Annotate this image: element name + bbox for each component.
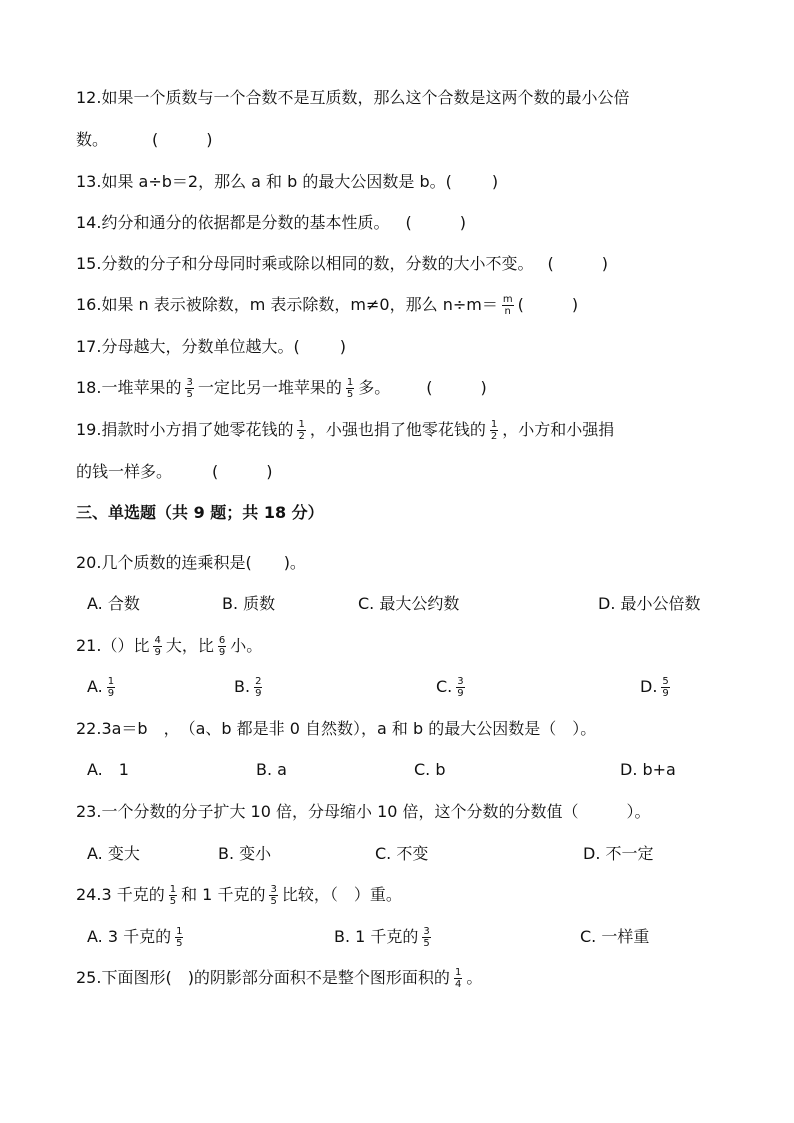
question-14: 14.约分和通分的依据都是分数的基本性质。 ( ): [76, 211, 466, 235]
fraction: $\frac{1}{5}$: [176, 926, 183, 949]
option-c[interactable]: C. b: [414, 760, 446, 779]
fraction: $\frac{5}{9}$: [662, 676, 669, 699]
question-19-line1: 19.捐款时小方捐了她零花钱的 $\frac{1}{2}$ ，小强也捐了他零花钱的 $\frac{1}{2}$ ，小方和小强捐: [76, 419, 615, 442]
fraction: $\frac{1}{5}$: [346, 377, 354, 400]
fraction: $\frac{2}{9}$: [255, 676, 262, 699]
section-title: 三、单选题（共 9 题；共 18 分）: [76, 503, 324, 522]
question-12-line1: 12.如果一个质数与一个合数不是互质数，那么这个合数是这两个数的最小公倍: [76, 88, 630, 107]
fraction: $\frac{m}{n}$: [502, 294, 513, 317]
option-d[interactable]: D. 最小公倍数: [598, 594, 701, 613]
question-18: 18.一堆苹果的 $\frac{3}{5}$ 一定比另一堆苹果的 $\frac{1}{5}$ 多。 ( ): [76, 377, 487, 400]
option-a[interactable]: A. 1: [87, 760, 129, 779]
question-17: 17.分母越大，分数单位越大。( ): [76, 337, 346, 356]
fraction: $\frac{1}{5}$: [169, 884, 177, 907]
option-b[interactable]: B. 变小: [218, 844, 272, 863]
question-23: 23.一个分数的分子扩大 10 倍，分母缩小 10 倍，这个分数的分数值（ ）。: [76, 802, 651, 821]
fraction: $\frac{3}{5}$: [270, 884, 277, 907]
option-d[interactable]: D. $\frac{5}{9}$: [640, 676, 669, 699]
option-c[interactable]: C. $\frac{3}{9}$: [436, 676, 464, 699]
question-16: 16.如果 n 表示被除数，m 表示除数，m≠0，那么 n÷m＝ $\frac{m}{n}$ ( ): [76, 294, 579, 317]
question-12-line2: 数。 ( ): [76, 128, 213, 152]
fraction: $\frac{4}{9}$: [154, 635, 161, 658]
option-a[interactable]: A. 变大: [87, 844, 140, 863]
question-19-line2: 的钱一样多。 ( ): [76, 460, 273, 484]
option-a[interactable]: A. $\frac{1}{9}$: [87, 676, 115, 699]
option-d[interactable]: D. 不一定: [583, 844, 654, 863]
fraction: $\frac{3}{5}$: [423, 926, 430, 949]
fraction: $\frac{3}{5}$: [186, 377, 193, 400]
option-a[interactable]: A. 合数: [87, 594, 140, 613]
option-c[interactable]: C. 一样重: [580, 927, 650, 946]
fraction: $\frac{1}{4}$: [454, 967, 462, 990]
question-22: 22.3a＝b ， （a、b 都是非 0 自然数），a 和 b 的最大公因数是（ ）。: [76, 719, 597, 738]
answer-blank[interactable]: ( ): [547, 254, 608, 273]
option-b[interactable]: B. a: [256, 760, 287, 779]
fraction: $\frac{6}{9}$: [218, 635, 226, 658]
option-a[interactable]: A. 3 千克的 $\frac{1}{5}$: [87, 926, 183, 949]
answer-blank[interactable]: ( ): [426, 378, 487, 397]
question-13: 13.如果 a÷b＝2，那么 a 和 b 的最大公因数是 b。( ): [76, 172, 499, 191]
fraction: $\frac{1}{2}$: [490, 419, 498, 442]
answer-blank[interactable]: ( ): [517, 295, 579, 314]
answer-blank[interactable]: ( ): [405, 213, 466, 232]
option-c[interactable]: C. 不变: [375, 844, 429, 863]
question-25: 25.下面图形( )的阴影部分面积不是整个图形面积的 $\frac{1}{4}$ 。: [76, 967, 483, 990]
question-21: 21.（）比 $\frac{4}{9}$ 大，比 $\frac{6}{9}$ 小。: [76, 635, 263, 658]
fraction: $\frac{1}{9}$: [107, 676, 115, 699]
question-20: 20.几个质数的连乘积是( )。: [76, 553, 306, 572]
fraction: $\frac{1}{2}$: [298, 419, 305, 442]
answer-blank[interactable]: ( ): [152, 130, 213, 149]
option-d[interactable]: D. b+a: [620, 760, 676, 779]
question-24: 24.3 千克的 $\frac{1}{5}$ 和 1 千克的 $\frac{3}{5}$ 比较，（ ）重。: [76, 884, 402, 907]
option-c[interactable]: C. 最大公约数: [358, 594, 460, 613]
option-b[interactable]: B. 1 千克的 $\frac{3}{5}$: [334, 926, 430, 949]
fraction: $\frac{3}{9}$: [457, 676, 464, 699]
option-b[interactable]: B. 质数: [222, 594, 276, 613]
answer-blank[interactable]: ( ): [212, 462, 273, 481]
option-b[interactable]: B. $\frac{2}{9}$: [234, 676, 262, 699]
question-15: 15.分数的分子和分母同时乘或除以相同的数，分数的大小不变。 ( ): [76, 252, 608, 276]
